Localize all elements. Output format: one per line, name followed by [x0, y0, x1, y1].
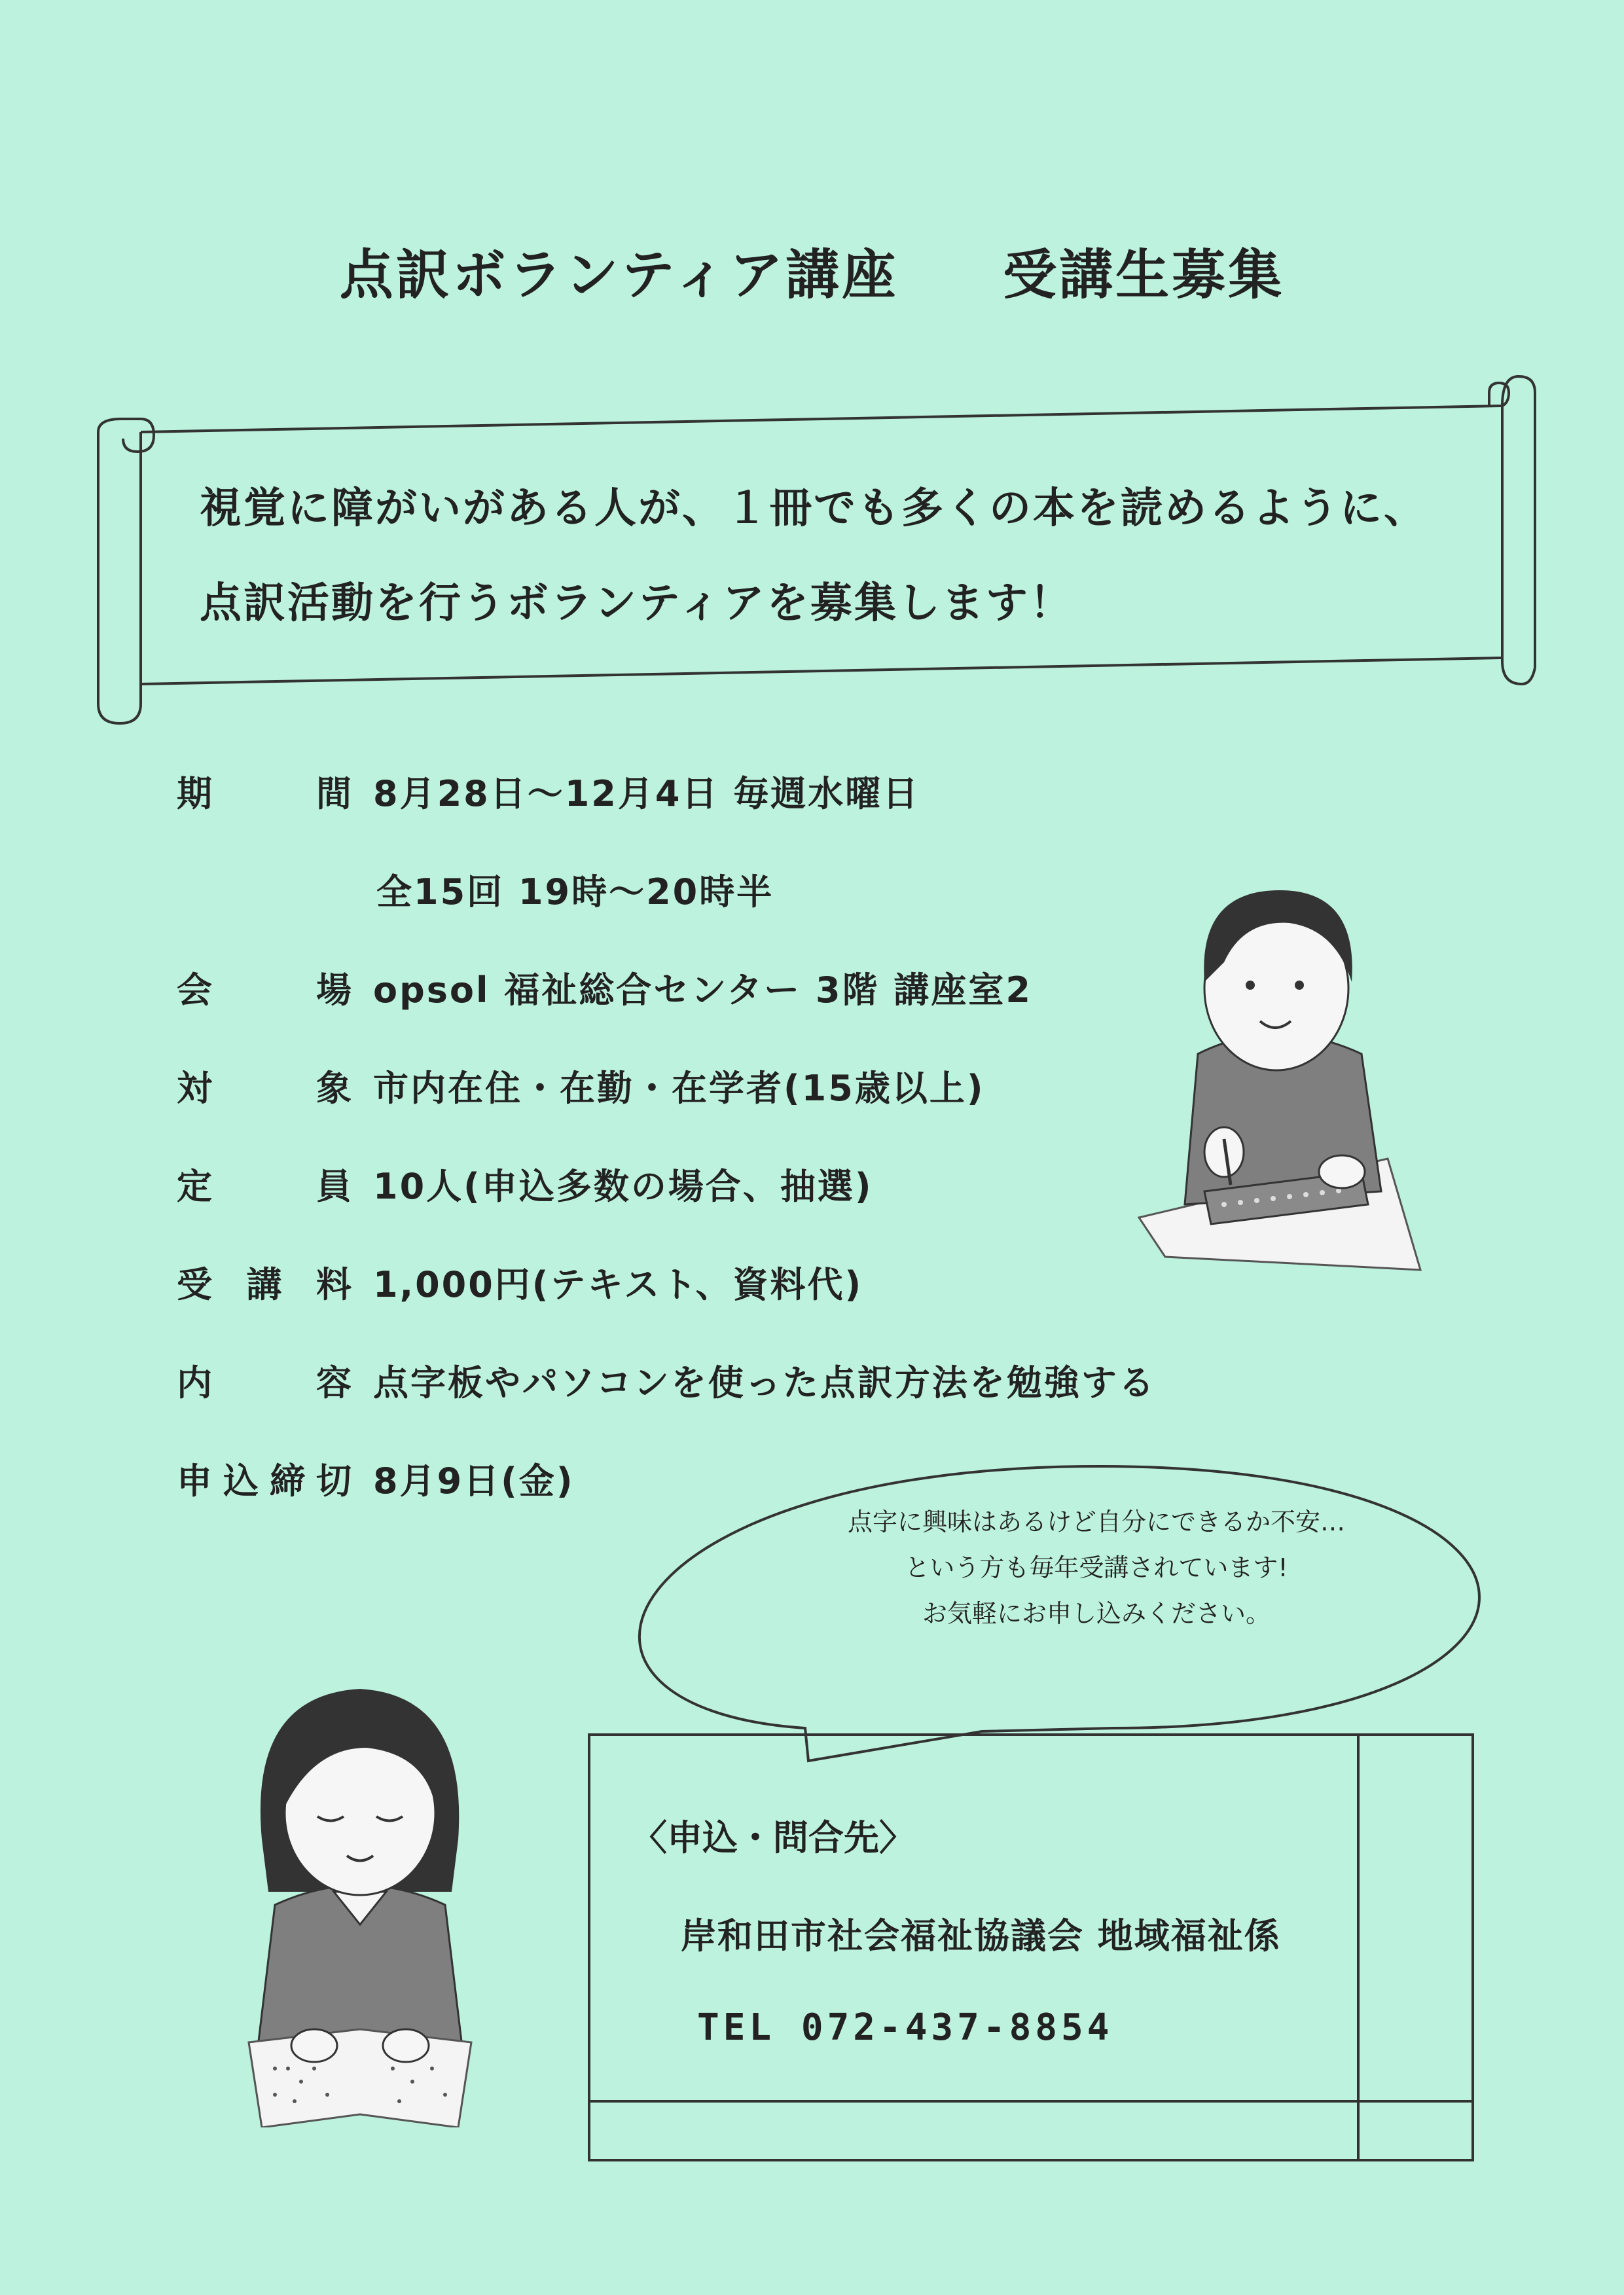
detail-label-target: 対 象	[177, 1068, 353, 1109]
detail-label-deadline: 申 込 締 切	[177, 1460, 353, 1502]
detail-label-period: 期 間	[177, 773, 353, 814]
detail-value-venue: opsol 福祉総合センター 3階 講座室2	[373, 969, 1032, 1011]
detail-label-content: 内 容	[177, 1362, 353, 1403]
contact-phone: TEL 072-437-8854	[697, 2006, 1113, 2049]
detail-label-venue: 会 場	[177, 969, 353, 1011]
contact-organization: 岸和田市社会福祉協議会 地域福祉係	[681, 1915, 1281, 1957]
detail-value-deadline: 8月9日(金)	[373, 1460, 575, 1502]
bubble-line-1: 点字に興味はあるけど自分にできるか不安…	[847, 1508, 1345, 1536]
title-course: 点訳ボランティア講座	[339, 244, 899, 306]
detail-label-capacity: 定 員	[177, 1166, 353, 1207]
contact-heading: 〈申込・問合先〉	[632, 1817, 914, 1858]
detail-value-target: 市内在住・在勤・在学者(15歳以上)	[373, 1068, 985, 1109]
detail-value-content: 点字板やパソコンを使った点訳方法を勉強する	[373, 1362, 1156, 1403]
detail-label-fee: 受 講 料	[177, 1264, 353, 1305]
detail-value-period: 8月28日～12月4日 毎週水曜日	[373, 773, 920, 814]
man-writing-braille-icon	[1126, 851, 1427, 1296]
detail-value-fee: 1,000円(テキスト、資料代)	[373, 1264, 863, 1305]
detail-value-capacity: 10人(申込多数の場合、抽選)	[373, 1166, 873, 1207]
bubble-line-2: という方も毎年受講されています!	[905, 1553, 1288, 1582]
bubble-line-3: お気軽にお申し込みください。	[922, 1599, 1271, 1628]
title-recruit: 受講生募集	[1003, 244, 1285, 306]
page-title	[0, 232, 1624, 309]
banner-line-2: 点訳活動を行うボランティアを募集します！	[200, 579, 1074, 628]
woman-reading-braille-icon	[236, 1676, 484, 2127]
banner-line-1: 視覚に障がいがある人が、１冊でも多くの本を読めるように、	[200, 484, 1428, 533]
detail-value-sessions: 全15回 19時～20時半	[376, 871, 774, 913]
